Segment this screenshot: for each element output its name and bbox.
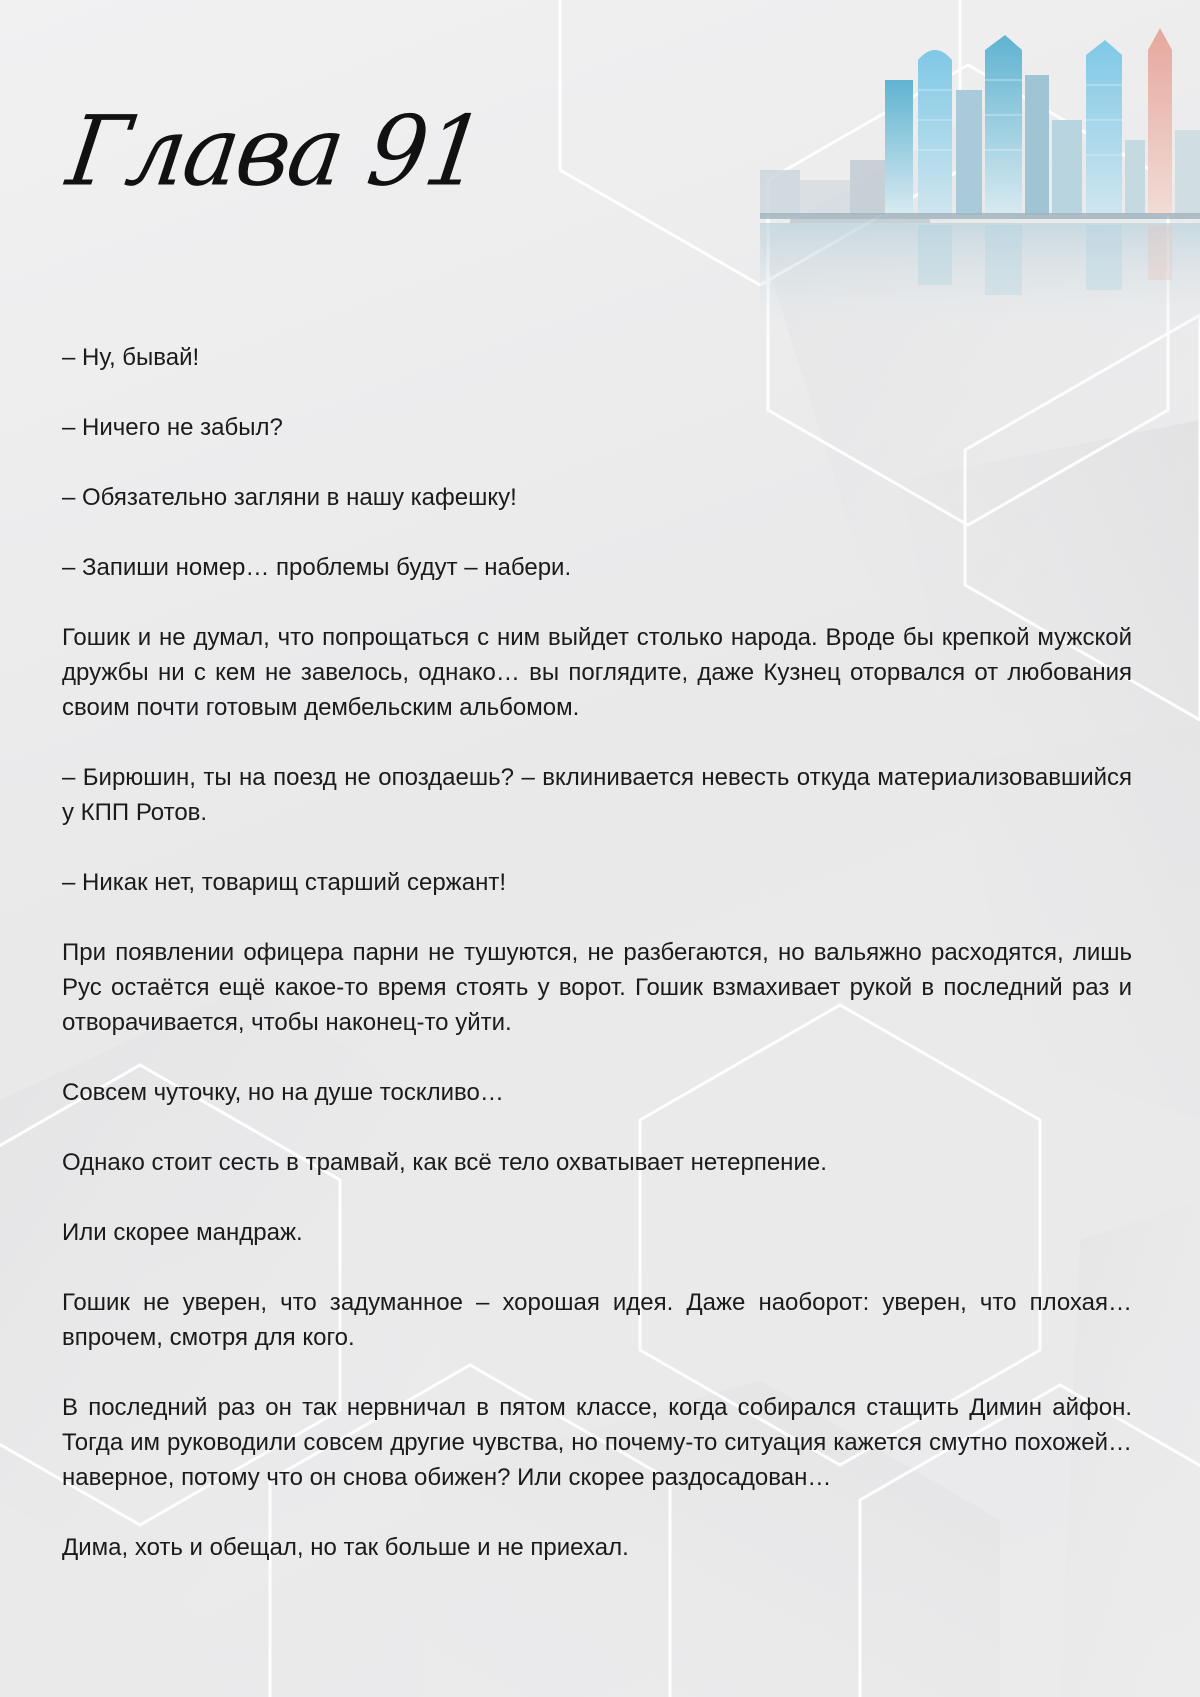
paragraph: – Обязательно загляни в нашу кафешку! bbox=[62, 484, 517, 511]
city-skyline-image bbox=[760, 20, 1200, 340]
paragraph: – Бирюшин, ты на поезд не опоздаешь? – вклинивается невесть откуда материализовавшийся у КПП Ротов. bbox=[62, 764, 1132, 826]
paragraph: При появлении офицера парни не тушуются, не разбегаются, но вальяжно расходятся, лишь Рус остаётся ещё какое-то время стоять у ворот. Гошик взмахивает рукой в последний раз и отворачивается, чтобы наконец-то уйти. bbox=[62, 939, 1132, 1036]
paragraph: – Запиши номер… проблемы будут – набери. bbox=[62, 554, 572, 581]
paragraph: – Никак нет, товарищ старший сержант! bbox=[62, 869, 506, 896]
paragraph: Или скорее мандраж. bbox=[62, 1219, 303, 1246]
paragraph: В последний раз он так нервничал в пятом классе, когда собирался стащить Димин айфон. Тогда им руководили совсем другие чувства, но почему-то ситуация кажется смутно похожей… наверное, потому что он снова обижен? Или скорее раздосадован… bbox=[62, 1394, 1132, 1491]
paragraph: Гошик не уверен, что задуманное – хорошая идея. Даже наоборот: уверен, что плохая… впрочем, смотря для кого. bbox=[62, 1289, 1132, 1351]
paragraph: – Ничего не забыл? bbox=[62, 414, 283, 441]
chapter-text bbox=[62, 340, 1132, 1600]
paragraph: Гошик и не думал, что попрощаться с ним выйдет столько народа. Вроде бы крепкой мужской дружбы ни с кем не завелось, однако… вы поглядите, даже Кузнец оторвался от любования своим почти готовым дембельским альбомом. bbox=[62, 624, 1132, 721]
paragraph: Совсем чуточку, но на душе тоскливо… bbox=[62, 1079, 504, 1106]
paragraph: Дима, хоть и обещал, но так больше и не приехал. bbox=[62, 1534, 629, 1561]
chapter-title: Глава 91 bbox=[60, 95, 490, 208]
paragraph: – Ну, бывай! bbox=[62, 344, 200, 371]
paragraph: Однако стоит сесть в трамвай, как всё тело охватывает нетерпение. bbox=[62, 1149, 827, 1176]
